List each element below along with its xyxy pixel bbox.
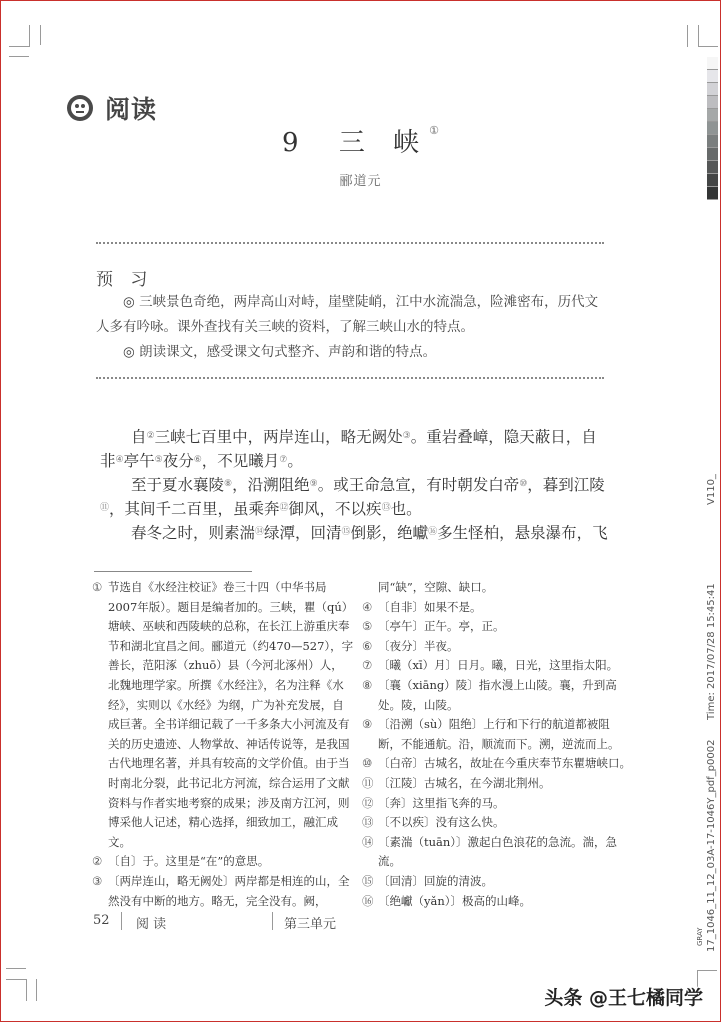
footnote-text: 〔沿溯（sù）阻绝〕上行和下行的航道都被阻断，不能通航。沿，顺流而下。溯，逆流而上。 [378,717,620,751]
page-number: 52 [93,913,110,928]
footnote-ref: ⑨ [309,479,318,489]
footer-divider [272,912,273,930]
preview-item: ◎ 朗读课文，感受课文句式整齐、声韵和谐的特点。 [123,344,437,360]
footnote-text: 〔绝巘（yǎn）〕极高的山峰。 [378,893,532,908]
footnote-number: ② [92,854,103,869]
footnote [362,794,632,814]
side-print-file-code: 17_1046_11_12_03A-17-1046Y_pdf_p0002 [706,739,717,952]
footnote-ref: ④ [115,455,124,465]
footnote-number: ⑦ [362,658,373,673]
footnote-number: ④ [362,599,373,614]
footnote-number: ⑮ [362,873,374,888]
footnote-ref: ⑩ [519,479,528,489]
footnote [362,637,632,657]
footnote-text: 〔江陵〕古城名，在今湖北荆州。 [378,775,551,790]
side-print-version: V110_ [706,474,717,505]
crop-mark-top-left-h2 [9,56,29,57]
footnote-number: ⑫ [362,795,374,810]
footnote [362,813,632,833]
lesson-title-char-2: 峡 [393,128,420,158]
paragraph: 自②三峡七百里中，两岸连山，略无阙处③。重岩叠嶂，隐天蔽日，自非④亭午⑤夜分⑥，不见曦月⑦。 [100,428,597,470]
footnote [362,676,632,715]
watermark: 头条 @王七橘同学 [544,987,703,1009]
footnote-ref: ⑧ [224,479,233,489]
footnote-text: 〔奔〕这里指飞奔的马。 [378,795,505,810]
crop-mark-top-right-v2 [698,25,699,47]
footnote [362,617,632,637]
footnote [362,872,632,892]
footnote-ref: ⑥ [193,455,202,465]
crop-mark-bottom-left-v2 [36,979,37,1001]
footnote-number: ⑤ [362,619,373,634]
footnote [362,598,632,618]
footnote-number: ⑧ [362,677,373,692]
footnote-text: 〔亭午〕正午。亭，正。 [378,619,505,634]
footnote-number: ③ [92,873,103,888]
preview-heading: 预 习 [96,270,154,290]
footnote-number: ⑨ [362,717,373,732]
footnote [362,774,632,794]
footnote-number: ⑭ [362,834,374,849]
footnote-ref: ③ [402,431,411,441]
footnote-text: 〔白帝〕古城名，故址在今重庆奉节东瞿塘峡口。 [378,756,631,771]
crop-mark-top-right-v [687,25,688,47]
dotted-divider-top [96,242,604,244]
footnote-ref: ⑮ [341,527,351,537]
footnote-number: ⑥ [362,638,373,653]
footnote [92,852,354,872]
text-fade [90,548,630,562]
footnote-ref: ② [146,431,155,441]
footnote-text: 〔回清〕回旋的清波。 [378,873,493,888]
crop-mark-top-left-h [9,46,29,47]
footnote-text: 同“缺”，空隙、缺口。 [378,580,494,594]
section-label: 阅读 [105,95,158,124]
footnote [362,754,632,774]
footnote-ref: ⑭ [255,527,265,537]
footnote-text: 〔夜分〕半夜。 [378,638,459,653]
footnote-number: ⑯ [362,893,374,908]
footnote-rule [94,571,252,572]
footnote-text: 〔不以疾〕没有这么快。 [378,815,505,830]
lesson-number: 9 [282,128,299,158]
crop-mark-top-left-v2 [40,25,41,45]
footer-divider [121,912,122,930]
footnote-text: 〔两岸连山，略无阙处〕两岸都是相连的山，全然没有中断的地方。略无，完全没有。阙， [108,873,350,908]
crop-mark-bottom-left-h2 [6,979,26,980]
footnote [92,578,354,852]
footnote-ref: ⑫ [279,503,289,513]
footnote-ref: ⑪ [100,503,110,513]
lesson-title [0,122,721,159]
footnote-number: ⑩ [362,756,373,771]
footnote-text: 〔曦（xī）月〕日月。曦，日光，这里指太阳。 [378,658,619,673]
footnote [362,715,632,754]
author: 郦道元 [339,174,382,189]
footnote [362,892,632,912]
crop-mark-top-right-h [698,46,718,47]
crop-mark-top-left-v [29,25,30,47]
lesson-title-char-1: 三 [338,128,365,158]
main-text [100,425,612,545]
paragraph: 至于夏水襄陵⑧，沿溯阻绝⑨。或王命急宣，有时朝发白帝⑩，暮到江陵⑪，其间千二百里，虽乘奔⑫御风，不以疾⑬也。 [100,476,605,518]
paragraph: 春冬之时，则素湍⑭绿潭，回清⑮倒影，绝巘⑯多生怪柏，悬泉瀑布，飞 [131,524,608,542]
footnote-number: ⑪ [362,775,374,790]
side-print-color-mode: GRAY [696,927,704,946]
section-header [67,90,157,126]
footnote-ref: ⑦ [279,455,288,465]
footnote-number: ⑬ [362,815,374,830]
crop-mark-bottom-left-v [26,979,27,1001]
footnotes-right-column [362,578,632,911]
footnote [362,578,632,598]
crop-mark-bottom-left-h [6,968,26,969]
footnote-number: ① [92,580,103,594]
footer-section: 阅 读 [136,917,167,932]
footnote-text: 〔自非〕如果不是。 [378,599,482,614]
smiley-icon [67,95,93,121]
footnote-text: 〔襄（xiāng）陵〕指水漫上山陵。襄，升到高处。陵，山陵。 [378,677,617,712]
footnotes-left-column [92,578,354,911]
preview-section [96,290,608,365]
footnote [92,872,354,911]
side-print-timestamp: Time: 2017/07/28 15:45:41 [706,583,717,720]
footnote-text: 〔自〕于。这里是“在”的意思。 [108,854,270,869]
footnote [362,656,632,676]
footer-unit: 第三单元 [284,917,337,932]
footnote-ref: ① [429,124,439,137]
preview-item: ◎ 三峡景色奇绝，两岸高山对峙，崖壁陡峭，江中水流湍急，险滩密布，历代文人多有吟咏。课外查找有关三峡的资料，了解三峡山水的特点。 [96,294,599,335]
footnote-ref: ⑬ [381,503,391,513]
footnote-text: 〔素湍（tuān）〕激起白色浪花的急流。湍，急流。 [378,834,618,869]
footnote-text: 节选自《水经注校证》卷三十四（中华书局2007年版）。题目是编者加的。三峡，瞿（qú）塘峡、巫峡和西陵峡的总称，在长江上游重庆奉节和湖北宜昌之间。郦道元（约470—527），字善长，范阳涿（zhuō）县（今河北涿州）人，北魏地理学家。所撰《水经注》，名为注释《水经》，实则以《水经》为纲，广为补充发展，自成巨著。全书详细记载了一千多条大小河流及有关的历史遗迹、人物掌故、神话传说等，是我国古代地理名著，并具有较高的文学价值。由于当时南北分裂，此书记北方河流，综合运用了文献资料与作者实地考察的成果；涉及南方江河，则博采他人记述，精心选择，细致加工，融汇成文。 [108,580,354,849]
footnote [362,833,632,872]
footnote-ref: ⑤ [154,455,163,465]
crop-mark-bottom-right-h [697,970,717,971]
footnote-ref: ⑯ [428,527,438,537]
dotted-divider-bottom [96,377,604,379]
